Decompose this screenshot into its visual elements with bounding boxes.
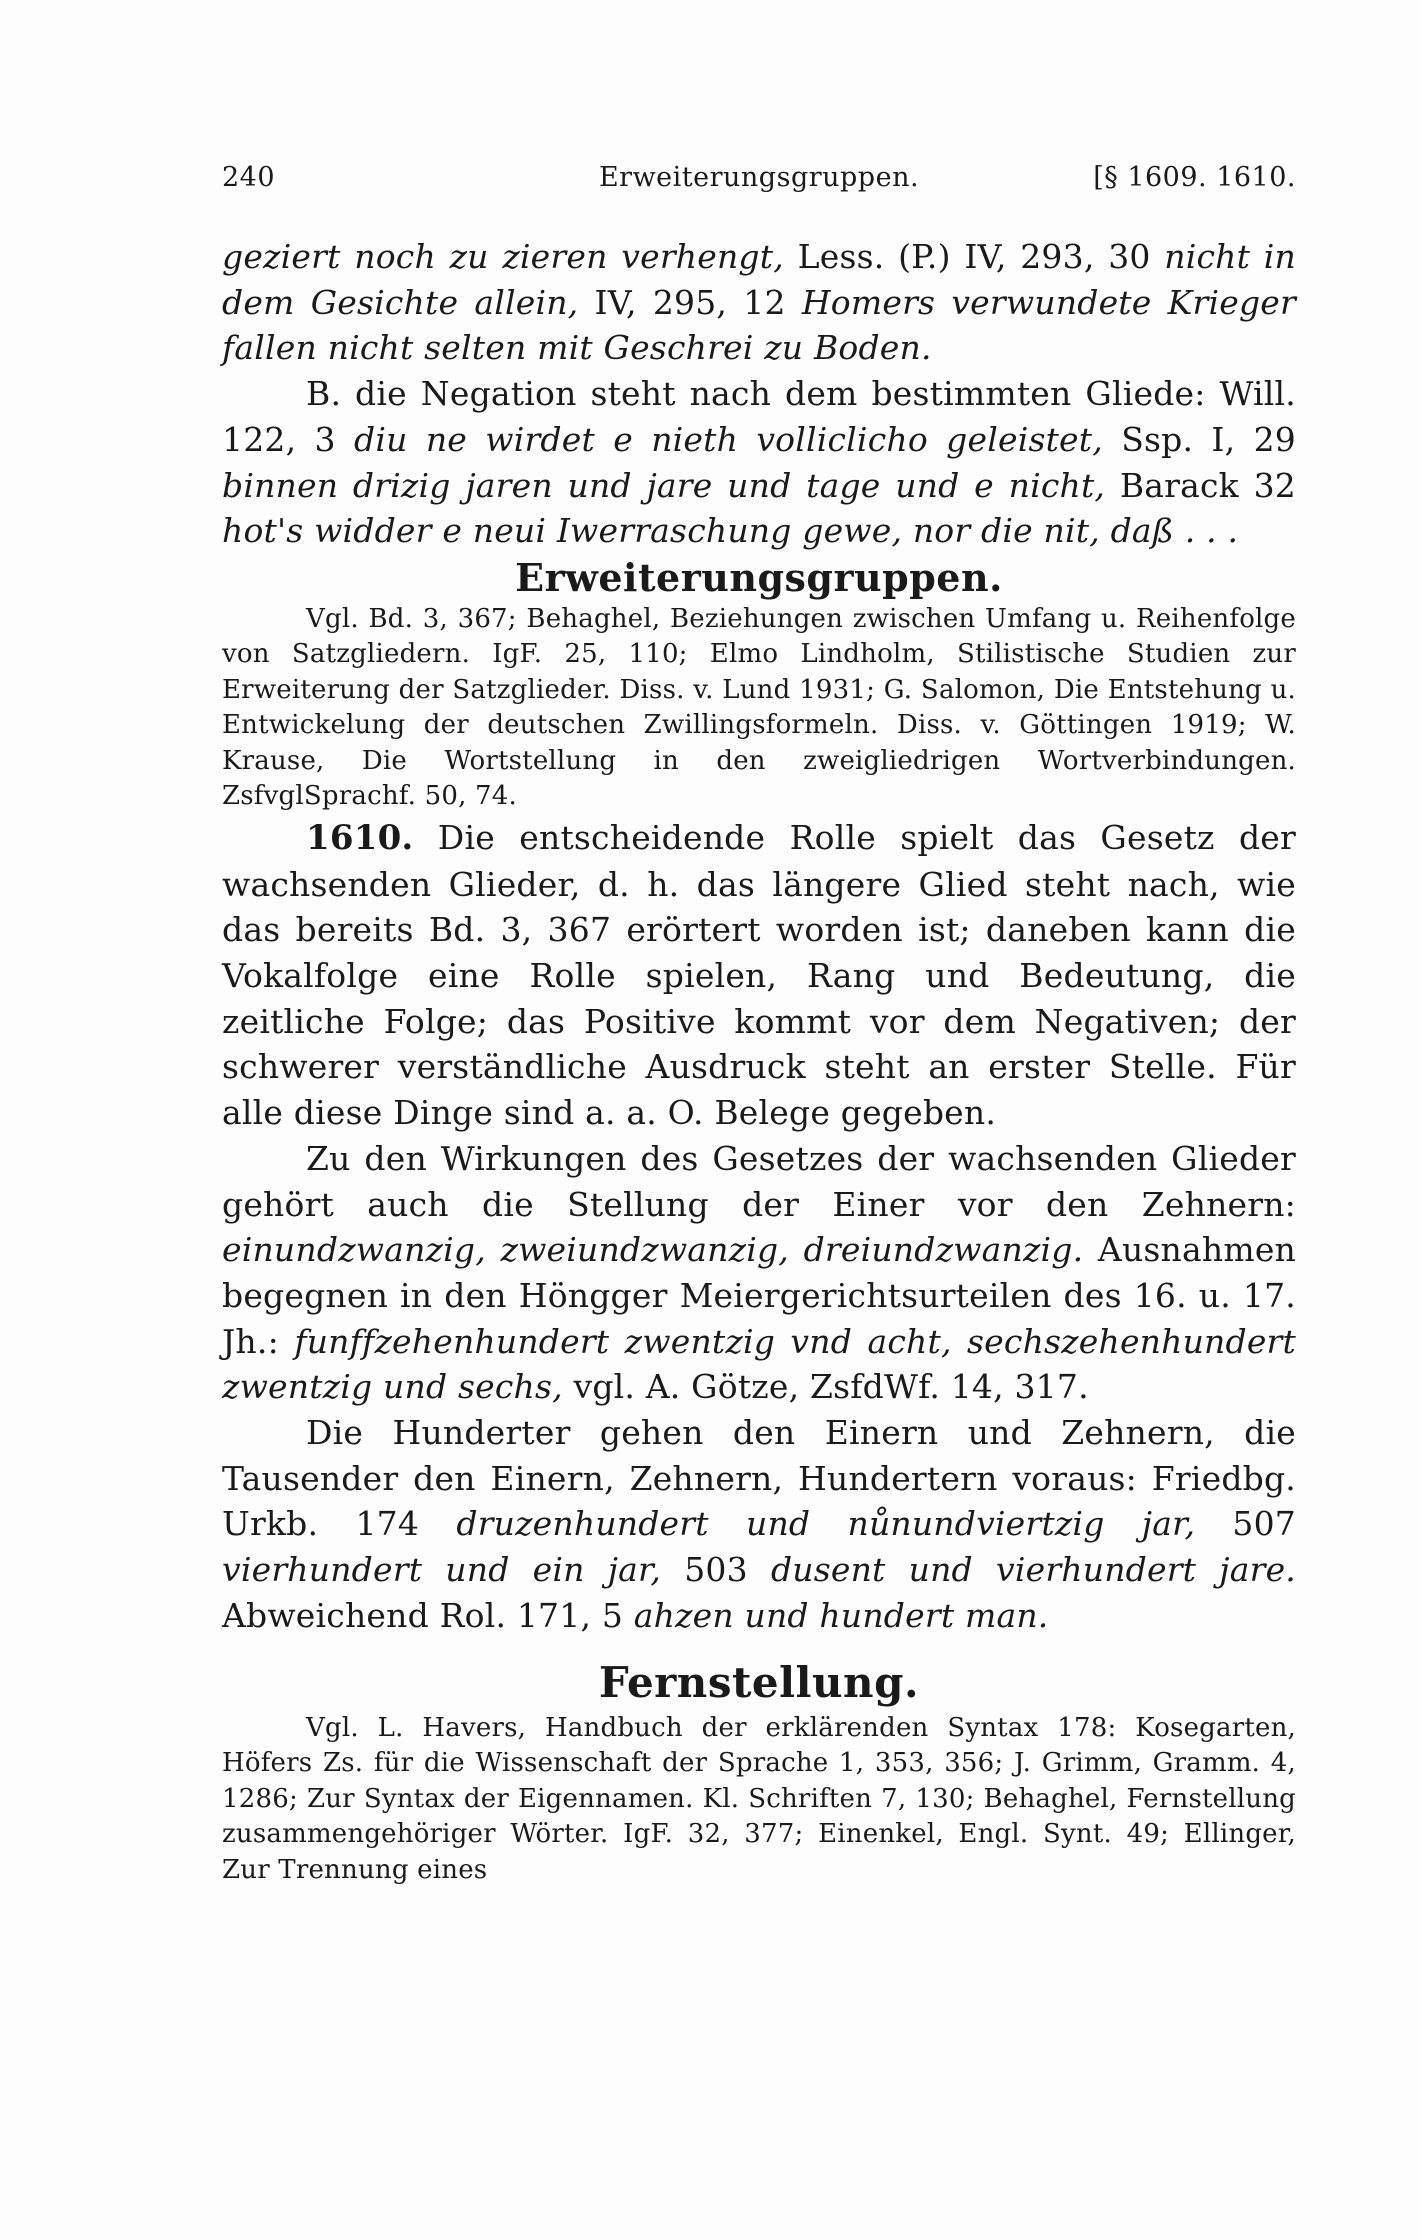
paragraph-negation (222, 371, 1296, 554)
body-text: Die Hunderter gehen den Einern und Zehnern, die Tausender den Einern, Zehnern, Hundertern voraus: Friedbg. Urkb. 174 (222, 1413, 1296, 1544)
citation-text: IV, 295, 12 (578, 282, 802, 322)
literature-note (222, 602, 1296, 815)
citation-text: 507 (1195, 1504, 1297, 1544)
literature-text: Vgl. Bd. 3, 367; Behaghel, Beziehungen zwischen Umfang u. Reihenfolge von Satzgliedern. IgF. 25, 110; Elmo Lindholm, Stilistische Studien zur Erweiterung der Satzglieder. Diss. v. Lund 1931; G. Salomon, Die Entstehung u. Entwickelung der deutschen Zwillingsformeln. Diss. v. Göttingen 1919; W. Krause, Die Wortstellung in den zweigliedrigen Wortverbindungen. ZsfvglSprachf. 50, 74. (222, 603, 1296, 812)
section-reference: [§ 1609. 1610. (1093, 162, 1296, 193)
section-heading-fernstellung: Fernstellung. (598, 1657, 920, 1707)
running-title: Erweiterungsgruppen. (598, 162, 920, 193)
quote-text: einundzwanzig, zweiundzwanzig, dreiundzwanzig. (222, 1230, 1084, 1270)
paragraph-continuation (222, 234, 1296, 371)
quote-text: binnen drizig jaren und jare und tage und e nicht, (222, 465, 1106, 505)
page-number: 240 (222, 162, 276, 193)
quote-text: hot's widder e neui Iwerraschung gewe, nor die nit, daß . . . (222, 511, 1239, 551)
citation-text: vgl. A. Götze, ZsfdWf. 14, 317. (562, 1367, 1089, 1407)
paragraph-1610 (222, 815, 1296, 1136)
quote-text: druzenhundert und nůnundviertzig jar, (456, 1504, 1196, 1544)
quote-text: dusent und vierhundert jare. (770, 1550, 1296, 1590)
paragraph-einer-zehner (222, 1136, 1296, 1410)
quote-text: geziert noch zu zieren verhengt, (222, 237, 784, 276)
citation-text: 503 (661, 1550, 771, 1590)
citation-text: Ssp. I, 29 (1102, 419, 1297, 459)
quote-text: nicht in dem Gesichte allein, (222, 237, 1297, 322)
section-number: 1610. (306, 817, 414, 858)
body-text: Ausnahmen begegnen in den Höngger Meiergerichtsurteilen des 16. u. 17. Jh.: (222, 1230, 1296, 1361)
quote-text: vierhundert und ein jar, (222, 1550, 662, 1590)
page-body (222, 234, 1296, 1888)
body-text: Die entscheidende Rolle spielt das Gesetz der wachsenden Glieder, d. h. das längere Glied steht nach, wie das bereits Bd. 3, 367 erörtert worden ist; daneben kann die Vokalfolge eine Rolle spielen, Rang und Bedeutung, die zeitliche Folge; das Positive kommt vor dem Negativen; der schwerer verständliche Ausdruck steht an erster Stelle. Für alle diese Dinge sind a. a. O. Belege gegeben. (222, 817, 1296, 1133)
section-heading-erweiterungsgruppen: Erweiterungsgruppen. (515, 554, 1003, 600)
body-text: B. die Negation steht nach dem bestimmten Gliede: Will. 122, 3 (222, 374, 1296, 459)
body-text: Zu den Wirkungen des Gesetzes der wachsenden Glieder gehört auch die Stellung der Einer vor den Zehnern: (222, 1138, 1296, 1224)
literature-text: Vgl. L. Havers, Handbuch der erklärenden Syntax 178: Kosegarten, Höfers Zs. für die Wissenschaft der Sprache 1, 353, 356; J. Grimm, Gramm. 4, 1286; Zur Syntax der Eigennamen. Kl. Schriften 7, 130; Behaghel, Fernstellung zusammengehöriger Wörter. IgF. 32, 377; Einenkel, Engl. Synt. 49; Ellinger, Zur Trennung eines (222, 1712, 1296, 1885)
literature-note (222, 1711, 1296, 1889)
quote-text: diu ne wirdet e nieth volliclicho geleistet, (354, 419, 1103, 459)
quote-text: funffzehenhundert zwentzig vnd acht, sechszehenhundert zwentzig und sechs, (222, 1321, 1296, 1407)
citation-text: Less. (P.) IV, 293, 30 (783, 237, 1165, 276)
citation-text: Abweichend Rol. 171, 5 (222, 1595, 634, 1635)
quote-text: Homers verwundete Krieger fallen nicht selten mit Geschrei zu Boden. (222, 282, 1296, 368)
paragraph-hunderter (222, 1410, 1296, 1639)
citation-text: Barack 32 (1105, 465, 1296, 505)
quote-text: ahzen und hundert man. (633, 1595, 1049, 1635)
